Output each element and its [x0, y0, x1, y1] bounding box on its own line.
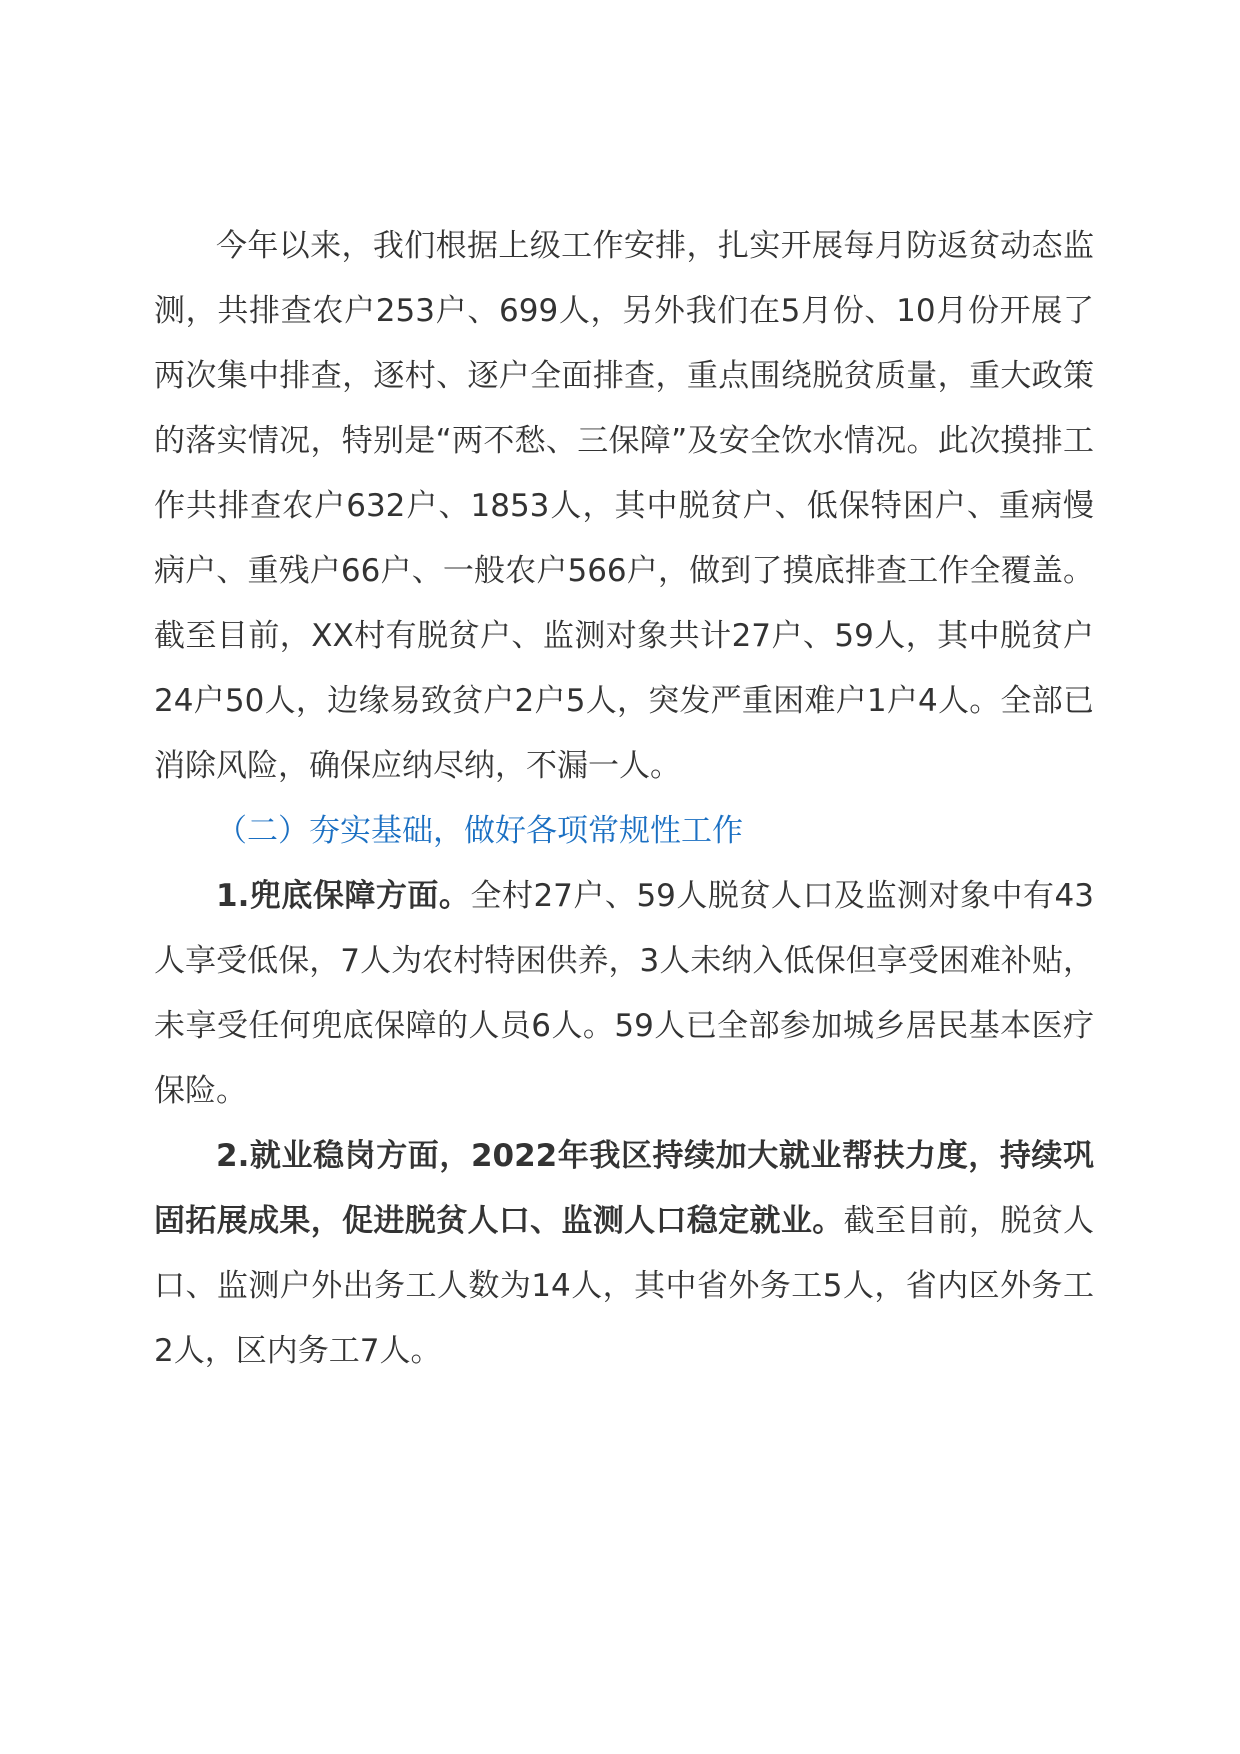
item2-lead: 2.就业稳岗方面，2022年我区持续加大就业帮扶力度，持续巩固拓展成果，促进脱贫人口、监测人口稳定就业。	[154, 1138, 1094, 1239]
intro-paragraph: 今年以来，我们根据上级工作安排，扎实开展每月防返贫动态监测，共排查农户253户、699人，另外我们在5月份、10月份开展了两次集中排查，逐村、逐户全面排查，重点围绕脱贫质量，重大政策的落实情况，特别是“两不愁、三保障”及安全饮水情况。此次摸排工作共排查农户632户、1853人，其中脱贫户、低保特困户、重病慢病户、重残户66户、一般农户566户，做到了摸底排查工作全覆盖。截至目前，XX村有脱贫户、监测对象共计27户、59人，其中脱贫户24户50人，边缘易致贫户2户5人，突发严重困难户1户4人。全部已消除风险，确保应纳尽纳，不漏一人。	[154, 228, 1094, 784]
item2-paragraph	[154, 1124, 1094, 1384]
item1-body: 全村27户、59人脱贫人口及监测对象中有43人享受低保，7人为农村特困供养，3人未纳入低保但享受困难补贴，未享受任何兜底保障的人员6人。59人已全部参加城乡居民基本医疗保险。	[154, 878, 1094, 1109]
item1-paragraph	[154, 864, 1094, 1124]
document-page	[154, 214, 1094, 1384]
item2-body: 截至目前，脱贫人口、监测户外出务工人数为14人，其中省外务工5人，省内区外务工2人，区内务工7人。	[154, 1203, 1095, 1369]
section-heading: （二）夯实基础，做好各项常规性工作	[216, 813, 743, 849]
item1-lead: 1.兜底保障方面。	[216, 878, 471, 914]
